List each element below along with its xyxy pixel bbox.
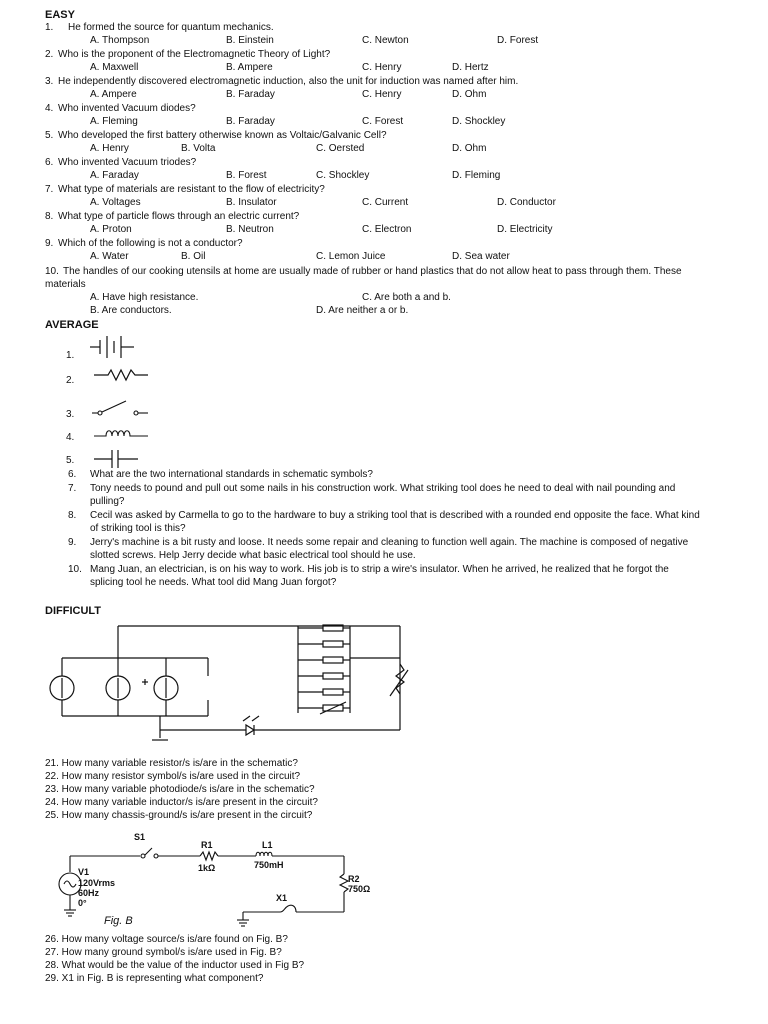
fig-b-label-v1: V1 xyxy=(78,867,90,877)
question-text: Which of the following is not a conductor? xyxy=(58,238,243,249)
switch-symbol xyxy=(90,398,152,420)
fig-b-label-s1: S1 xyxy=(134,832,146,842)
option: D. Fleming xyxy=(452,170,501,181)
option: C. Henry xyxy=(362,89,402,100)
circuit-schematic-a xyxy=(40,618,420,748)
option: D. Conductor xyxy=(497,197,556,208)
question-text: 29. X1 in Fig. B is representing what component? xyxy=(45,973,264,984)
option: B. Oil xyxy=(181,251,206,262)
option: D. Are neither a or b. xyxy=(316,305,409,316)
question-number: 7. xyxy=(68,483,77,494)
question-number: 6. xyxy=(45,157,54,168)
option: B. Faraday xyxy=(226,116,275,127)
question-text: Tony needs to pound and pull out some nails in his construction work. What striking tool does he need to deal with nail pounding and xyxy=(90,483,676,494)
question-number: 2. xyxy=(45,49,54,60)
option: A. Proton xyxy=(90,224,132,235)
question-text-cont: splicing tool he needs. What tool did Mang Juan forgot? xyxy=(90,577,337,588)
option: A. Ampere xyxy=(90,89,137,100)
question-text: 27. How many ground symbol/s is/are used in Fig. B? xyxy=(45,947,282,958)
option: C. Oersted xyxy=(316,143,365,154)
section-easy-heading: EASY xyxy=(45,9,75,21)
option: A. Voltages xyxy=(90,197,141,208)
question-text-cont: slotted screws. Help Jerry decide what basic electrical tool should he use. xyxy=(90,550,416,561)
fig-b-label-v1-voltage: 120Vrms xyxy=(78,878,116,888)
circuit-schematic-fig-b xyxy=(48,826,378,936)
option: B. Forest xyxy=(226,170,267,181)
question-text: 25. How many chassis-ground/s is/are present in the circuit? xyxy=(45,810,313,821)
capacitor-symbol xyxy=(92,448,142,470)
option: A. Fleming xyxy=(90,116,138,127)
option: C. Electron xyxy=(362,224,412,235)
question-number: 10. xyxy=(45,266,59,277)
inductor-symbol xyxy=(92,427,152,439)
question-number: 6. xyxy=(68,469,77,480)
option: D. Ohm xyxy=(452,89,487,100)
question-text: Who developed the first battery otherwise known as Voltaic/Galvanic Cell? xyxy=(58,130,387,141)
question-text: He formed the source for quantum mechanics. xyxy=(68,22,274,33)
symbol-number: 1. xyxy=(66,350,75,361)
option: D. Ohm xyxy=(452,143,487,154)
question-text-cont: pulling? xyxy=(90,496,125,507)
option: B. Are conductors. xyxy=(90,305,172,316)
option: A. Have high resistance. xyxy=(90,292,199,303)
question-number: 9. xyxy=(68,537,77,548)
resistor-symbol xyxy=(92,368,150,382)
option: D. Sea water xyxy=(452,251,510,262)
option: D. Forest xyxy=(497,35,539,46)
question-text: What are the two international standards in schematic symbols? xyxy=(90,469,373,480)
symbol-number: 4. xyxy=(66,432,75,443)
question-text: Who invented Vacuum triodes? xyxy=(58,157,197,168)
option: C. Are both a and b. xyxy=(362,292,451,303)
question-number: 10. xyxy=(68,564,82,575)
option: D. Shockley xyxy=(452,116,506,127)
question-text: Cecil was asked by Carmella to go to the hardware to buy a striking tool that is described with a rounded end opposite the face. What kind xyxy=(90,510,700,521)
fig-b-label-x1: X1 xyxy=(276,893,288,903)
question-number: 8. xyxy=(45,211,54,222)
option: A. Water xyxy=(90,251,129,262)
fig-b-label-r2-value: 750Ω xyxy=(348,884,371,894)
question-text: Mang Juan, an electrician, is on his way to work. His job is to strip a wire's insulator. When he arrived, he realized that he forgot the xyxy=(90,564,669,575)
question-text: What type of materials are resistant to the flow of electricity? xyxy=(58,184,325,195)
fig-b-label-v1-phase: 0° xyxy=(78,898,87,908)
option: C. Shockley xyxy=(316,170,370,181)
question-number: 4. xyxy=(45,103,54,114)
section-average-heading: AVERAGE xyxy=(45,319,99,331)
question-text: The handles of our cooking utensils at home are usually made of rubber or hand plastics that do not allow heat to pass through them. These xyxy=(63,266,682,277)
fig-b-label-l1: L1 xyxy=(262,840,273,850)
fig-b-label-r1-value: 1kΩ xyxy=(198,863,216,873)
question-text: 21. How many variable resistor/s is/are in the schematic? xyxy=(45,758,298,769)
question-text: 26. How many voltage source/s is/are found on Fig. B? xyxy=(45,934,288,945)
fig-b-caption: Fig. B xyxy=(104,915,133,927)
question-text: He independently discovered electromagnetic induction, also the unit for induction was named after him. xyxy=(58,76,519,87)
question-text-cont: of striking tool is this? xyxy=(90,523,186,534)
question-text: Jerry's machine is a bit rusty and loose. It needs some repair and cleaning to function well again. The machine is composed of negative xyxy=(90,537,689,548)
option: B. Volta xyxy=(181,143,216,154)
option: B. Ampere xyxy=(226,62,273,73)
fig-b-label-l1-value: 750mH xyxy=(254,860,284,870)
option: B. Neutron xyxy=(226,224,274,235)
option: A. Faraday xyxy=(90,170,139,181)
question-text: 24. How many variable inductor/s is/are present in the circuit? xyxy=(45,797,318,808)
fig-b-label-r1: R1 xyxy=(201,840,213,850)
fig-b-label-v1-frequency: 60Hz xyxy=(78,888,100,898)
question-number: 9. xyxy=(45,238,54,249)
question-text: Who invented Vacuum diodes? xyxy=(58,103,196,114)
option: A. Maxwell xyxy=(90,62,139,73)
section-difficult-heading: DIFFICULT xyxy=(45,605,102,617)
question-text-cont: materials xyxy=(45,279,86,290)
symbol-number: 2. xyxy=(66,375,75,386)
question-text: Who is the proponent of the Electromagnetic Theory of Light? xyxy=(58,49,331,60)
question-number: 8. xyxy=(68,510,77,521)
option: D. Electricity xyxy=(497,224,553,235)
question-text: What type of particle flows through an electric current? xyxy=(58,211,300,222)
question-number: 7. xyxy=(45,184,54,195)
symbol-number: 5. xyxy=(66,455,75,466)
option: A. Henry xyxy=(90,143,129,154)
question-text: 23. How many variable photodiode/s is/are in the schematic? xyxy=(45,784,315,795)
fig-b-label-r2: R2 xyxy=(348,874,360,884)
option: C. Lemon Juice xyxy=(316,251,386,262)
option: B. Faraday xyxy=(226,89,275,100)
option: D. Hertz xyxy=(452,62,489,73)
option: C. Henry xyxy=(362,62,402,73)
option: A. Thompson xyxy=(90,35,150,46)
question-number: 3. xyxy=(45,76,54,87)
battery-symbol xyxy=(88,334,138,360)
option: C. Newton xyxy=(362,35,409,46)
symbol-number: 3. xyxy=(66,409,75,420)
option: C. Forest xyxy=(362,116,404,127)
question-text: 22. How many resistor symbol/s is/are used in the circuit? xyxy=(45,771,301,782)
option: C. Current xyxy=(362,197,409,208)
question-number: 5. xyxy=(45,130,54,141)
question-number: 1. xyxy=(45,22,54,33)
question-text: 28. What would be the value of the inductor used in Fig B? xyxy=(45,960,305,971)
option: B. Einstein xyxy=(226,35,274,46)
option: B. Insulator xyxy=(226,197,277,208)
